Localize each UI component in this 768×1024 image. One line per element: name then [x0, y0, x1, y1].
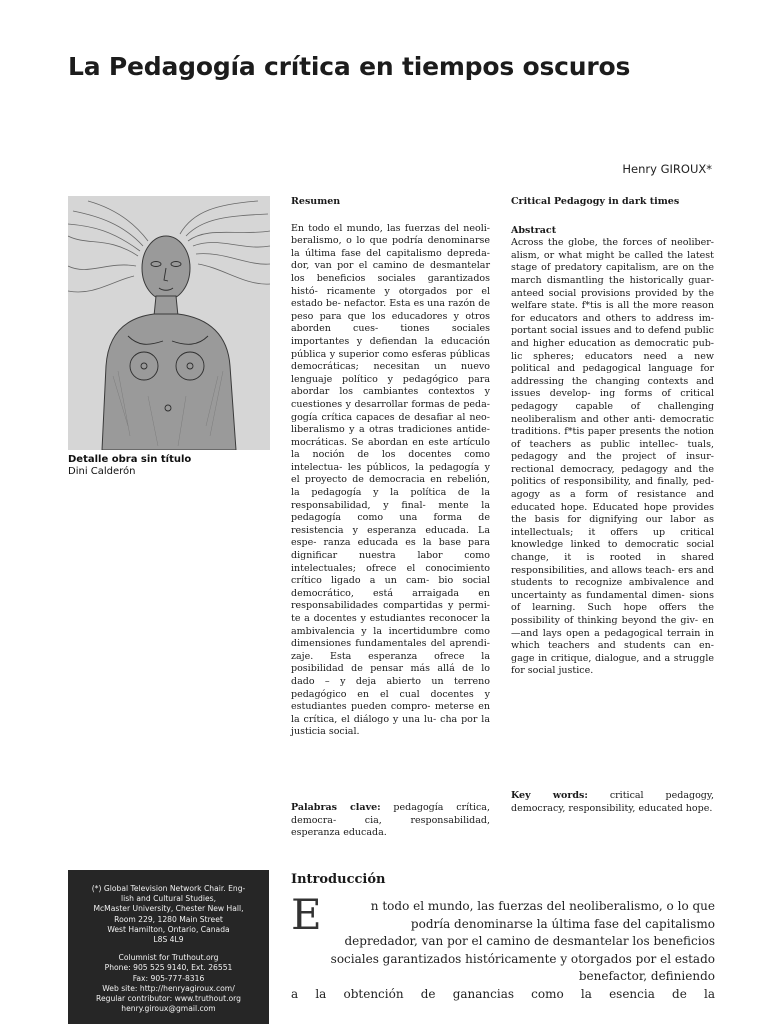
affiliation-spacer — [76, 945, 261, 953]
intro-line: benefactor, definiendo — [578, 969, 715, 983]
abstract-heading: Abstract — [511, 224, 557, 236]
key-words — [511, 790, 714, 815]
contact-line: Regular contributor: www.truthout.org — [96, 994, 241, 1004]
introduction-body — [291, 898, 715, 1003]
abstract-column — [511, 196, 714, 678]
artwork-image — [68, 196, 270, 450]
affiliation-line: (*) Global Television Network Chair. Eng- — [91, 884, 246, 893]
affiliation-line: L8S 4L9 — [153, 935, 184, 945]
english-title-heading: Critical Pedagogy in dark times — [511, 196, 680, 207]
abstract-body: Across the globe, the forces of neoliber- alism, or what might be called the latest stage of predatory capitalism, are on the march dismantling the historically guar- anteed social provisions provided by the welfare state. f*tis is all the more reason for educators and others to address im- portant social issues and to defend public and higher education as democratic pub- lic spheres; educators need a new political and pedagogical language for addressing the changing contexts and issues develop- ing forms of critical pedagogy capable of challenging neoliberalism and other anti- democratic traditions. f*tis paper presents the notion of teachers as public intellec- tuals, pedagogy and the project of insur- rectional democracy, pedagogy and the politics of responsibility, and finally, ped- agogy as a form of resistance and educated hope. Educated hope provides the basis for dignifying our labor as intellectuals; it offers up critical knowledge linked to democratic social change, it is rooted in shared responsibilities, and allows teach- ers and students to recognize ambivalence and uncertainty as fundamental dimen- sions of learning. Such hope offers the possibility of thinking beyond the giv- en—and lays open a pedagogical terrain in which teachers and students can en- gage in critique, dialogue, and a struggle for social justice. — [511, 237, 714, 677]
resumen-column — [291, 196, 490, 739]
author-name: Henry GIROUX* — [622, 162, 712, 176]
drop-cap: E — [291, 890, 322, 939]
palabras-clave-text: pedagogía crítica, democra- cia, responsabilidad, esperanza educada. — [291, 802, 490, 839]
contact-line: Columnist for Truthout.org — [118, 953, 219, 963]
resumen-heading: Resumen — [291, 196, 341, 207]
affiliation-line: West Hamilton, Ontario, Canada — [107, 924, 230, 934]
intro-line: depredador, van por el camino de desmantelar los beneficios — [344, 934, 715, 948]
contact-line: Fax: 905-777-8316 — [132, 973, 205, 983]
caption-artist: Dini Calderón — [68, 466, 136, 477]
intro-line: a la obtención de ganancias como la esencia de la — [291, 986, 715, 1001]
affiliation-line: Room 229, 1280 Main Street — [114, 914, 223, 924]
contact-line: Phone: 905 525 9140, Ext. 26551 — [104, 963, 233, 973]
key-words-text: critical pedagogy, democracy, responsibility, educated hope. — [511, 790, 714, 814]
intro-line: n todo el mundo, las fuerzas del neoliberalismo, o lo que — [370, 899, 715, 913]
introduction-heading: Introducción — [291, 872, 386, 887]
contact-line: Web site: http://henryagiroux.com/ — [102, 983, 235, 993]
intro-line: sociales garantizados históricamente y otorgados por el estado — [330, 951, 715, 966]
caption-title: Detalle obra sin título — [68, 454, 192, 465]
palabras-clave — [291, 802, 490, 840]
intro-line: podría denominarse la última fase del capitalismo — [410, 916, 715, 931]
author-affiliation-box — [68, 870, 269, 1024]
affiliation-line: lish and Cultural Studies, — [121, 894, 216, 904]
figure-caption — [68, 454, 278, 478]
palabras-clave-label: Palabras clave: — [291, 802, 381, 813]
resumen-body: En todo el mundo, las fuerzas del neoli- beralismo, o lo que podría denominarse la última fase del capitalismo depreda- dor, van por el camino de desmantelar los beneficios sociales garantizados histó- ricamente y otorgados por el estado be- nefactor. Esta es una razón de peso para que los educadores y otros aborden cues- tiones sociales importantes y defiendan la educación pública y superior como esferas públicas democráticas; necesitan un nuevo lenguaje político y pedagógico para abordar los cambiantes contextos y cuestiones y desarrollar formas de peda- gogía crítica capaces de desafiar al neo- liberalismo y a otras tradiciones antide- mocráticas. Se abordan en este artículo la noción de los docentes como intelectua- les públicos, la pedagogía y el proyecto de democracia en rebelión, la pedagogía y la política de la responsabilidad, y final- mente la pedagogía como una forma de resistencia y esperanza educada. La espe- ranza educada es la base para dignificar nuestra labor como intelectuales; ofrece el conocimiento crítico ligado a un cam- bio social democrático, está arraigada en responsabilidades compartidas y permi- te a docentes y estudiantes reconocer la ambivalencia y la incertidumbre como dimensiones fundamentales del aprendi- zaje. Esta esperanza ofrece la posibilidad de pensar más allá de lo dado – y deja abierto un terreno pedagógico en el cual docentes y estudiantes pueden compro- meterse en la crítica, el diálogo y una lu- cha por la justicia social. — [291, 222, 490, 738]
contact-line: henry.giroux@gmail.com — [121, 1004, 216, 1014]
key-words-label: Key words: — [511, 790, 588, 801]
affiliation-line: McMaster University, Chester New Hall, — [93, 904, 244, 914]
article-title: La Pedagogía crítica en tiempos oscuros — [68, 52, 631, 81]
